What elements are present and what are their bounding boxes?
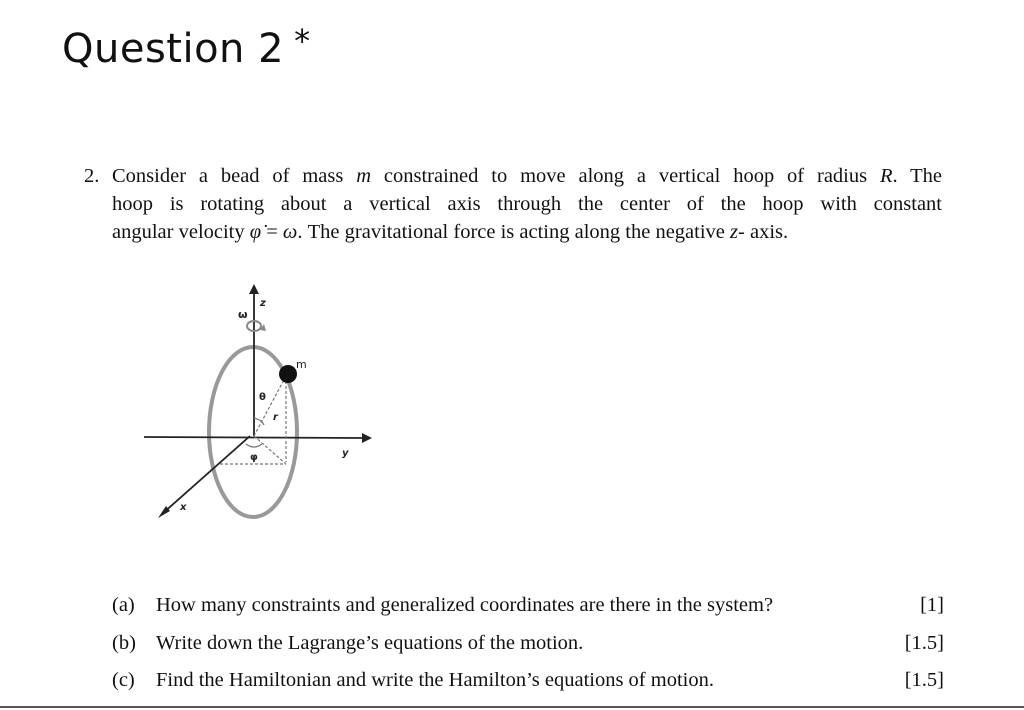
problem-text: angular velocity (112, 221, 250, 243)
z-axis-arrow (249, 284, 259, 294)
sub-question-text: Write down the Lagrange’s equations of the motion. (156, 631, 584, 654)
radius-symbol: R (879, 165, 893, 187)
sub-question-label: (b) (112, 631, 136, 654)
sub-question-marks: [1] (920, 594, 944, 616)
z-label: z (260, 298, 266, 309)
z-symbol: z (730, 221, 739, 243)
y-label: y (342, 448, 349, 459)
theta-label: θ (259, 392, 266, 403)
sub-question-a (112, 594, 944, 632)
radius-line (254, 376, 286, 436)
sub-question-marks: [1.5] (904, 631, 944, 654)
sub-question-label: (a) (112, 594, 135, 616)
equals-sign: = (261, 221, 283, 243)
problem-text: . The gravitational force is acting along the negative (297, 221, 731, 243)
problem-text: constrained to move along a vertical hoop of radius (371, 165, 880, 187)
phi-dot-symbol: φ̇ (249, 221, 262, 243)
sub-question-b (112, 632, 944, 670)
bottom-divider (0, 706, 1024, 708)
y-axis (144, 437, 364, 438)
problem-number: 2. (84, 165, 100, 187)
mass-symbol: m (356, 165, 372, 187)
problem-text: . The (892, 165, 942, 187)
problem-text: Consider a bead of mass (112, 165, 357, 187)
sub-question-text: How many constraints and generalized coordinates are there in the system? (156, 594, 774, 616)
sub-question-c (112, 669, 944, 707)
x-label: x (180, 502, 187, 513)
r-label: r (273, 412, 278, 423)
sub-question-text: Find the Hamiltonian and write the Hamilton’s equations of motion. (156, 669, 714, 691)
problem-line-1 (112, 162, 942, 190)
problem-text: - axis. (738, 221, 789, 243)
m-label: m (296, 358, 307, 371)
bead (279, 365, 297, 383)
problem-line-3 (112, 218, 942, 246)
sub-question-marks: [1.5] (904, 669, 944, 691)
omega-label: ω (238, 308, 248, 321)
sub-question-label: (c) (112, 669, 135, 691)
y-axis-arrow (362, 433, 372, 443)
phi-label: φ (250, 452, 258, 463)
question-title-text: Question 2 (62, 26, 285, 72)
theta-arc (254, 418, 264, 425)
hoop-diagram (140, 282, 390, 522)
required-asterisk: * (294, 22, 311, 60)
question-title (62, 22, 311, 72)
phi-arc (246, 444, 262, 447)
omega-symbol: ω (282, 221, 298, 243)
sub-questions (112, 594, 944, 707)
x-axis (162, 436, 250, 514)
problem-line-2: hoop is rotating about a vertical axis through the center of the hoop with constant (112, 193, 942, 215)
problem-body (112, 162, 942, 246)
radial-projection-line (254, 436, 286, 464)
